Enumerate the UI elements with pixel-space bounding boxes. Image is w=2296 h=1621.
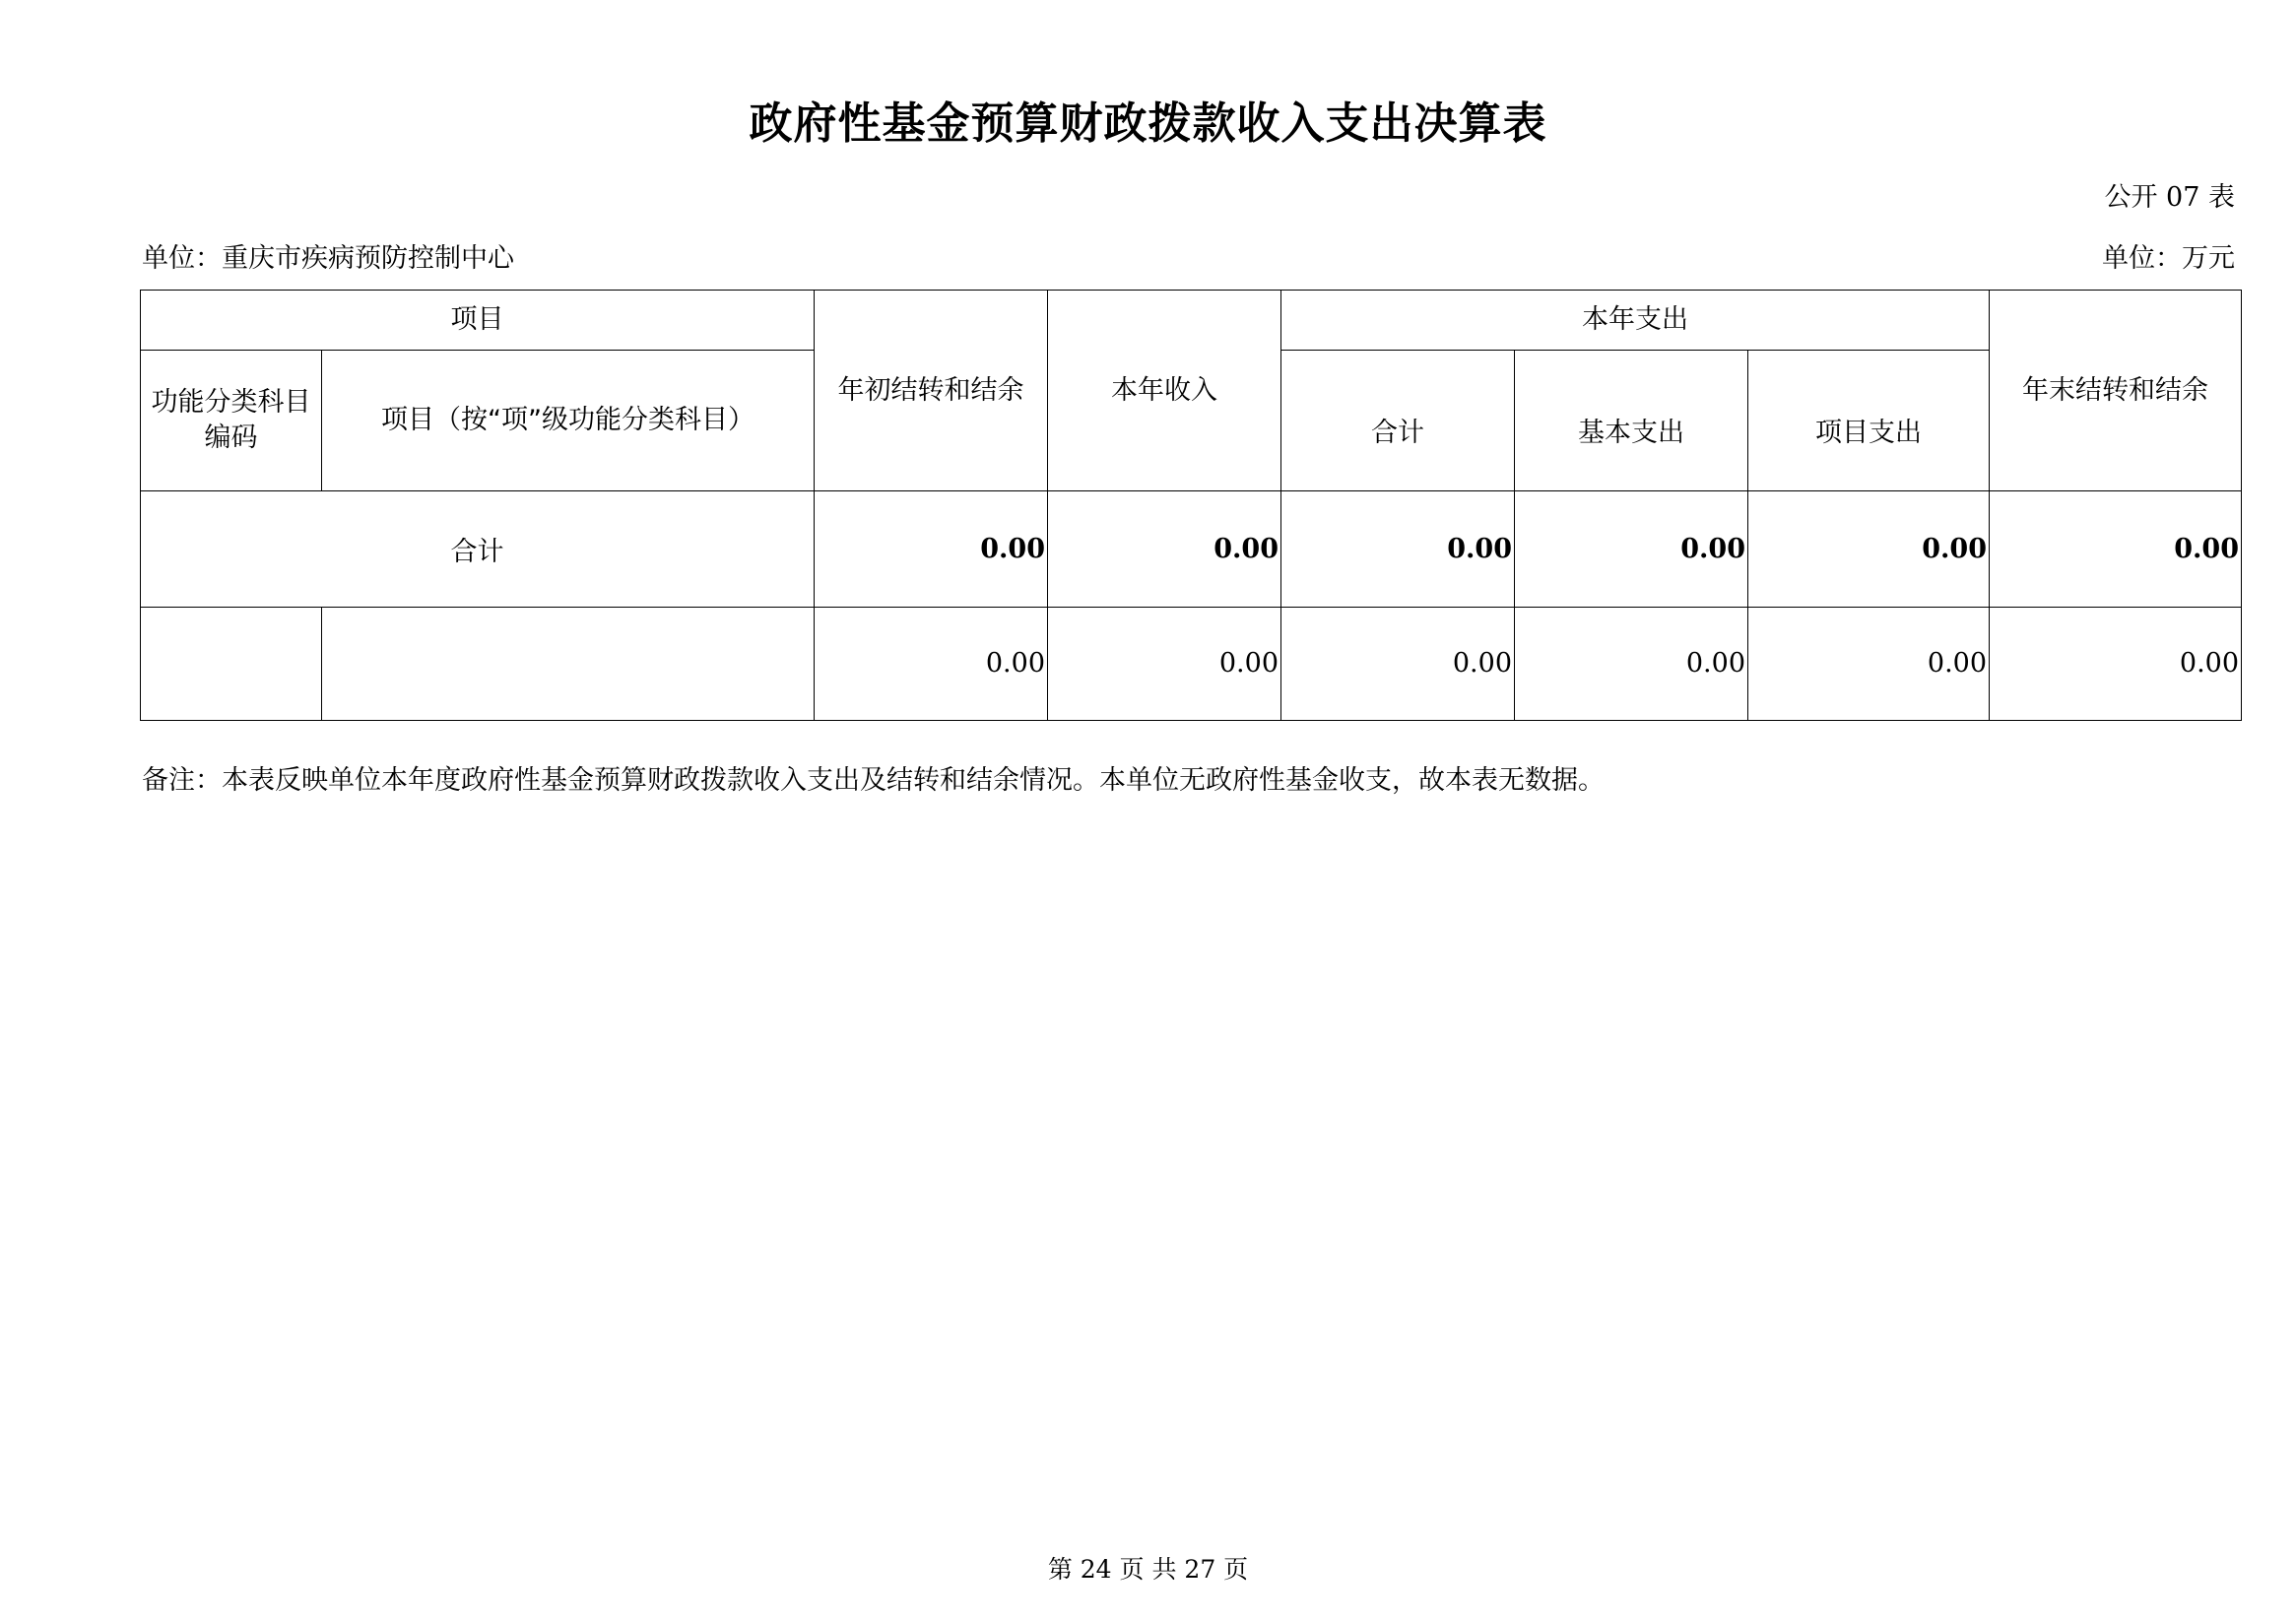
total-current-income: 0.00	[1048, 491, 1281, 608]
total-closing-balance: 0.00	[1990, 491, 2242, 608]
row-code	[141, 608, 322, 721]
row-closing-balance: 0.00	[1990, 608, 2242, 721]
form-number: 公开 07 表	[2104, 182, 2235, 213]
reporting-unit: 单位：重庆市疾病预防控制中心	[142, 243, 514, 274]
row-basic-expenditure: 0.00	[1515, 608, 1748, 721]
header-item-group: 项目	[141, 291, 815, 351]
header-basic-expenditure: 基本支出	[1515, 351, 1748, 491]
row-current-income: 0.00	[1048, 608, 1281, 721]
header-code: 功能分类科目编码	[141, 351, 322, 491]
table-note: 备注：本表反映单位本年度政府性基金预算财政拨款收入支出及结转和结余情况。本单位无政府性基金收支，故本表无数据。	[142, 765, 1605, 796]
row-expenditure-total: 0.00	[1281, 608, 1515, 721]
row-opening-balance: 0.00	[815, 608, 1048, 721]
header-closing-balance: 年末结转和结余	[1990, 291, 2242, 491]
header-item-name: 项目（按“项”级功能分类科目）	[322, 351, 815, 491]
header-project-expenditure: 项目支出	[1748, 351, 1990, 491]
page-title: 政府性基金预算财政拨款收入支出决算表	[749, 98, 1547, 149]
total-opening-balance: 0.00	[815, 491, 1048, 608]
budget-table	[140, 290, 2242, 721]
header-total: 合计	[1281, 351, 1515, 491]
total-label: 合计	[141, 491, 815, 608]
currency-unit: 单位：万元	[2102, 243, 2235, 274]
total-project-expenditure: 0.00	[1748, 491, 1990, 608]
header-expenditure-group: 本年支出	[1281, 291, 1990, 351]
header-current-income: 本年收入	[1048, 291, 1281, 491]
table-row	[141, 608, 2242, 721]
header-row-1	[141, 291, 2242, 351]
total-basic-expenditure: 0.00	[1515, 491, 1748, 608]
row-item-name	[322, 608, 815, 721]
total-row	[141, 491, 2242, 608]
header-opening-balance: 年初结转和结余	[815, 291, 1048, 491]
total-expenditure: 0.00	[1281, 491, 1515, 608]
row-project-expenditure: 0.00	[1748, 608, 1990, 721]
page-footer: 第 24 页 共 27 页	[1047, 1555, 1249, 1584]
